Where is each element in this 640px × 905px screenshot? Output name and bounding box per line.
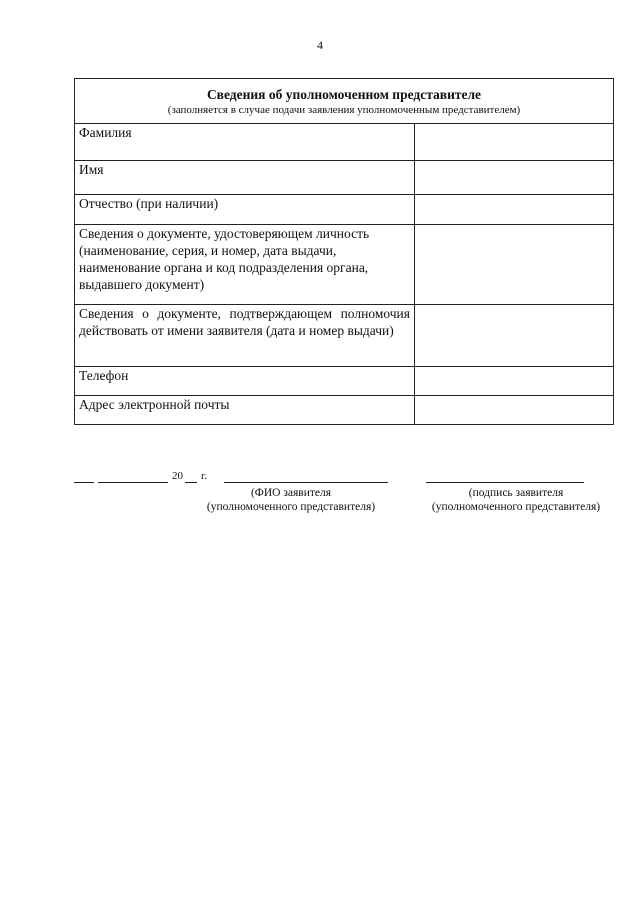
table-row	[75, 305, 614, 367]
signature-caption-line-1: (подпись заявителя	[468, 487, 564, 499]
row-label-email: Адрес электронной почты	[75, 396, 415, 425]
section-title: Сведения об уполномоченном представителе	[206, 86, 482, 102]
fio-caption-line-1: (ФИО заявителя	[250, 487, 332, 499]
row-value-identity-document[interactable]	[415, 225, 614, 305]
table-row	[75, 396, 614, 425]
row-label-patronymic: Отчество (при наличии)	[75, 195, 415, 225]
table-row	[75, 195, 614, 225]
year-suffix: г.	[201, 470, 208, 482]
row-value-name[interactable]	[415, 161, 614, 195]
row-value-authority-document[interactable]	[415, 305, 614, 367]
row-label-surname: Фамилия	[75, 124, 415, 161]
table-row	[75, 161, 614, 195]
row-label-name: Имя	[75, 161, 415, 195]
table-row	[75, 124, 614, 161]
table-row	[75, 367, 614, 396]
table-row	[75, 225, 614, 305]
section-subtitle: (заполняется в случае подачи заявления уполномоченным представителем)	[167, 103, 521, 116]
row-value-surname[interactable]	[415, 124, 614, 161]
row-value-phone[interactable]	[415, 367, 614, 396]
signature-caption-line-2: (уполномоченного представителя)	[431, 501, 601, 513]
month-line[interactable]	[98, 482, 168, 483]
fio-line[interactable]	[224, 482, 388, 483]
row-value-patronymic[interactable]	[415, 195, 614, 225]
row-label-identity-document: Сведения о документе, удостоверяющем личность (наименование, серия, и номер, дата выдачи, наименование органа и код подразделения органа, выдавшего документ)	[75, 225, 415, 305]
row-label-authority-document: Сведения о документе, подтверждающем полномочия действовать от имени заявителя (дата и номер выдачи)	[75, 305, 415, 367]
signature-line[interactable]	[426, 482, 584, 483]
row-value-email[interactable]	[415, 396, 614, 425]
year-prefix: 20	[172, 470, 183, 482]
page-number: 4	[317, 38, 323, 52]
row-label-phone: Телефон	[75, 367, 415, 396]
fio-caption	[176, 486, 406, 514]
year-line[interactable]	[185, 482, 197, 483]
day-line[interactable]	[74, 482, 94, 483]
section-header	[75, 79, 614, 124]
section-header-row	[75, 79, 614, 124]
representative-info-table	[74, 78, 614, 425]
signature-caption	[406, 486, 626, 514]
fio-caption-line-2: (уполномоченного представителя)	[206, 501, 376, 513]
